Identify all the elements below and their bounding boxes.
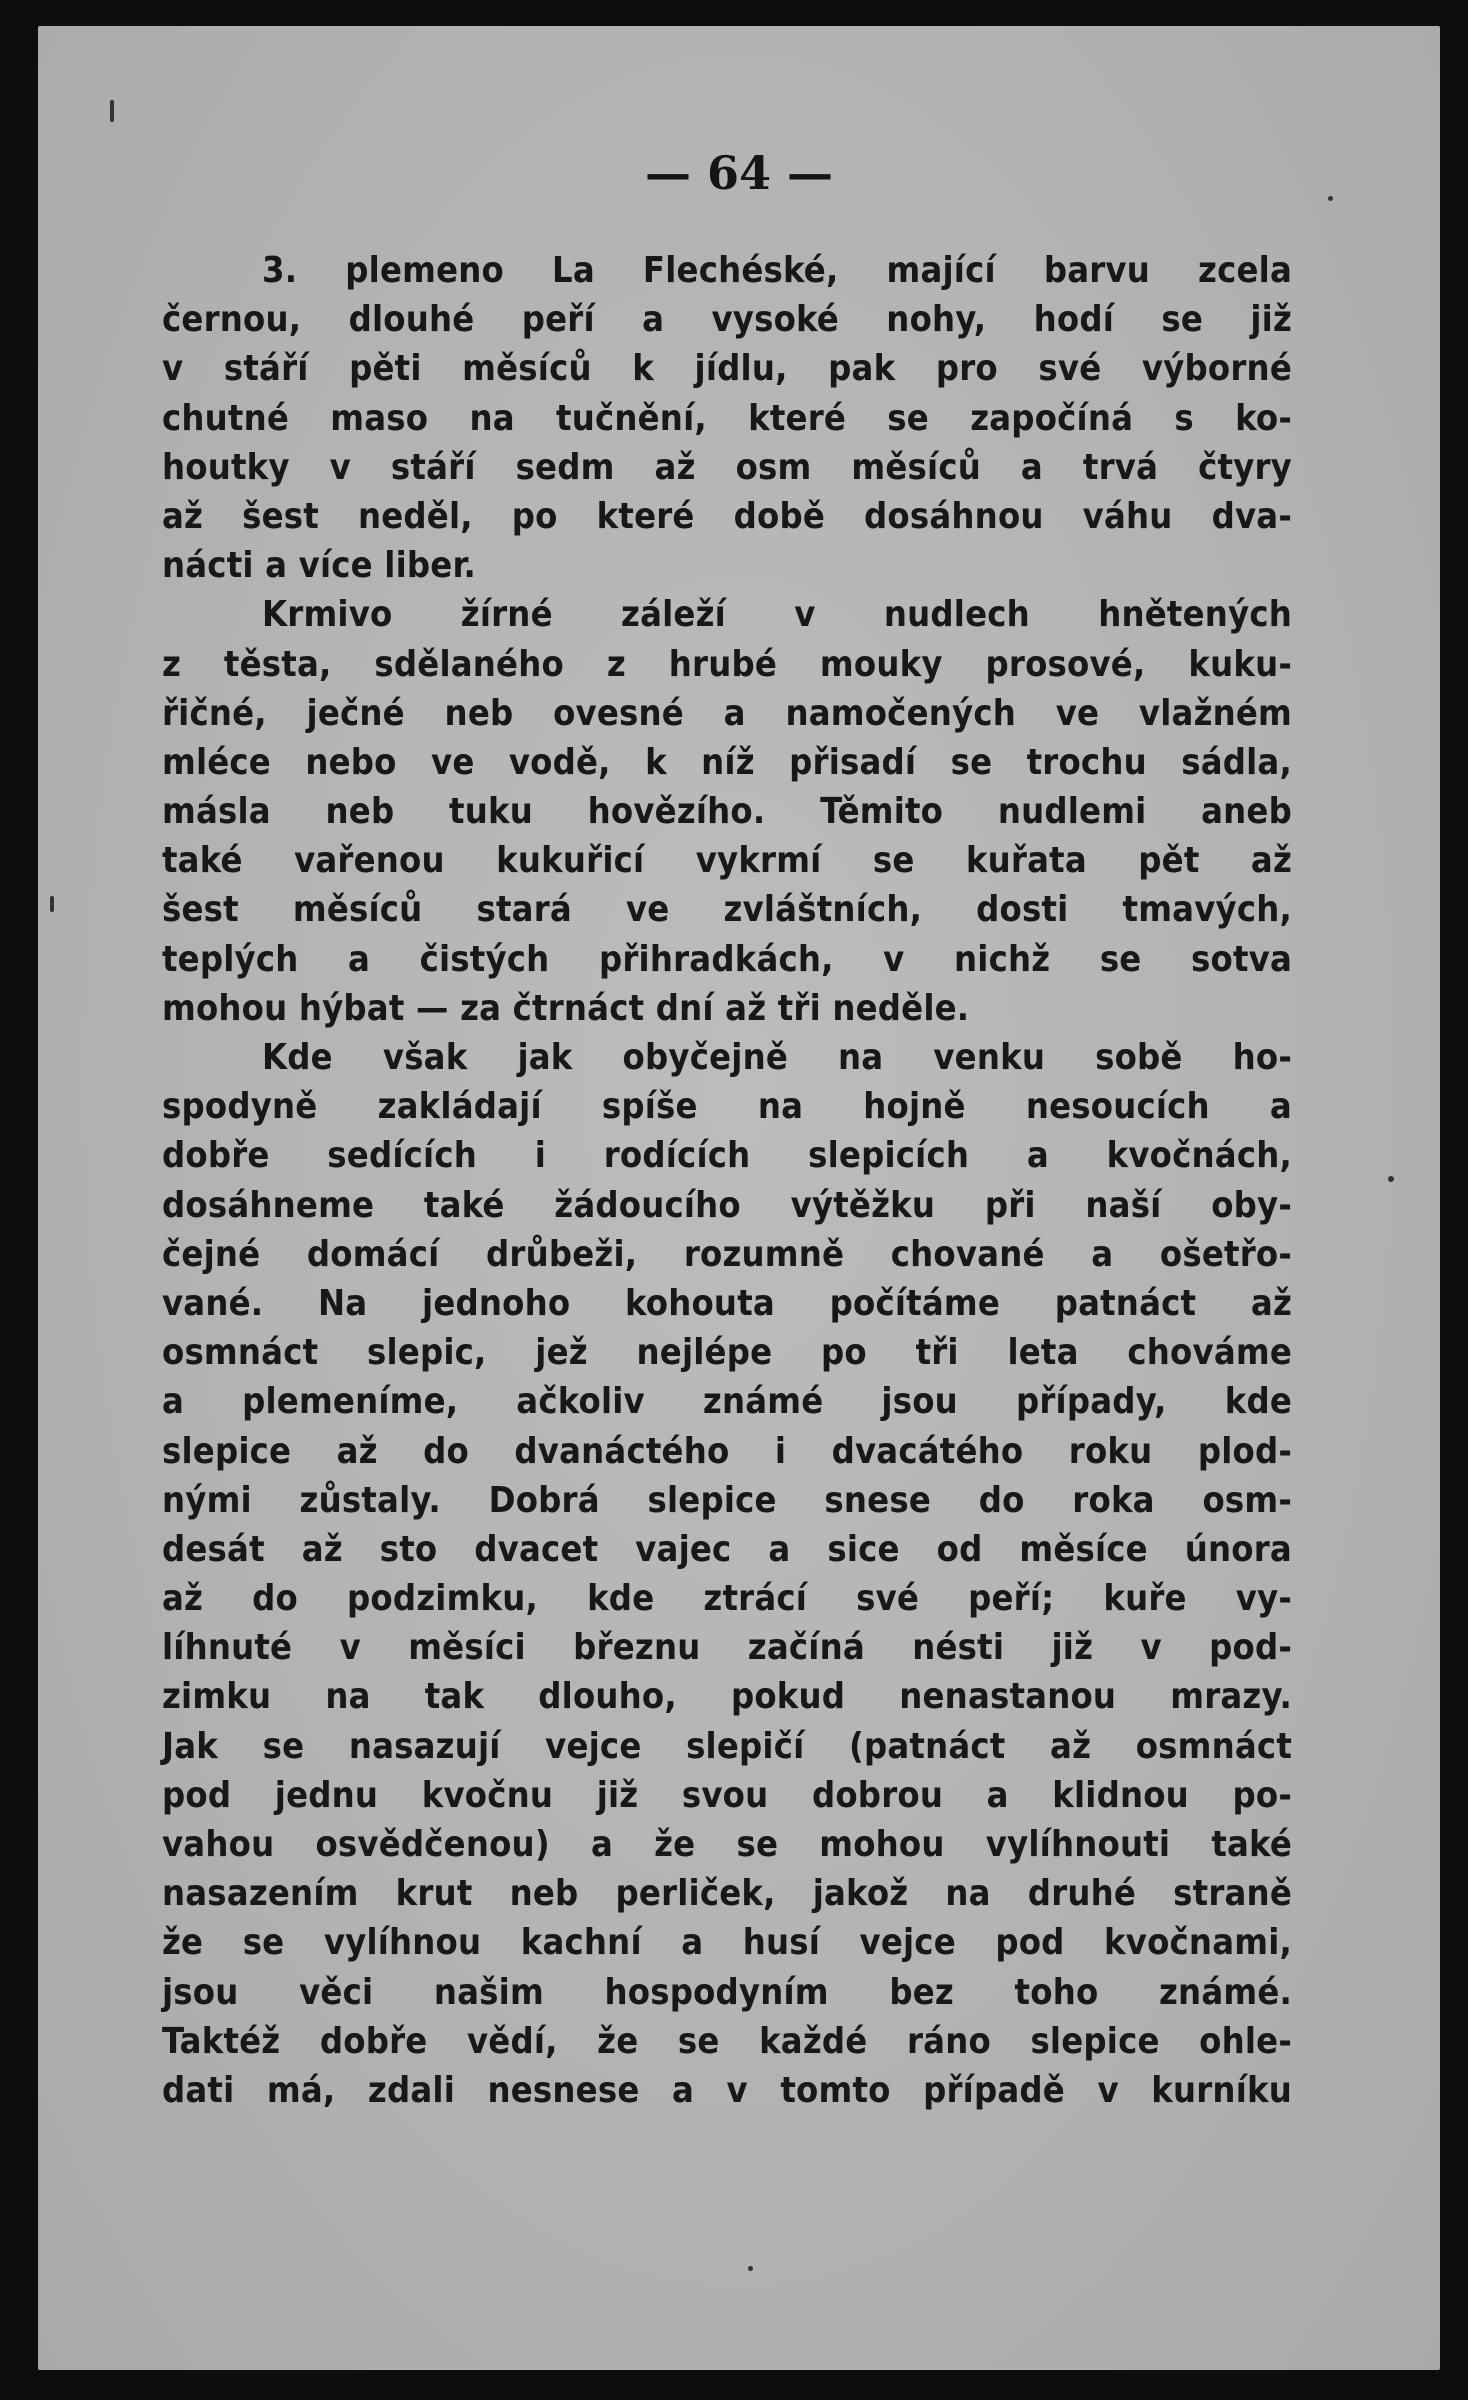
body-text xyxy=(162,246,1292,2115)
ink-speck xyxy=(1388,1176,1394,1182)
text-line: másla neb tuku hovězího. Těmito nudlemi aneb xyxy=(162,791,1292,833)
text-line: také vařenou kukuřicí vykrmí se kuřata pět až xyxy=(162,840,1292,882)
text-line: až do podzimku, kde ztrácí své peří; kuře vy- xyxy=(162,1578,1292,1620)
text-line: jsou věci našim hospodyním bez toho známé. xyxy=(162,1971,1292,2013)
text-line: mohou hýbat — za čtrnáct dní až tři neděle. xyxy=(162,987,970,1029)
text-line: vané. Na jednoho kohouta počítáme patnáct až xyxy=(162,1282,1292,1324)
ink-speck xyxy=(50,896,54,912)
text-line: a plemeníme, ačkoliv známé jsou případy, kde xyxy=(162,1381,1292,1423)
text-line: Taktéž dobře vědí, že se každé ráno slepice ohle- xyxy=(162,2020,1292,2062)
ink-speck xyxy=(110,100,114,122)
ink-speck xyxy=(748,2266,753,2271)
text-line: dosáhneme také žádoucího výtěžku při naší oby- xyxy=(162,1184,1292,1226)
text-line: dobře sedících i rodících slepicích a kvočnách, xyxy=(162,1135,1292,1177)
text-line: líhnuté v měsíci březnu začíná nésti již v pod- xyxy=(162,1627,1292,1669)
text-line: že se vylíhnou kachní a husí vejce pod kvočnami, xyxy=(162,1922,1292,1964)
text-line: nasazením krut neb perliček, jakož na druhé straně xyxy=(162,1873,1292,1915)
text-line: Kde však jak obyčejně na venku sobě ho- xyxy=(262,1037,1292,1078)
text-line: dati má, zdali nesnese a v tomto případě v kurníku xyxy=(162,2069,1292,2111)
text-line: chutné maso na tučnění, které se započíná s ko- xyxy=(162,397,1292,439)
text-line: zimku na tak dlouho, pokud nenastanou mrazy. xyxy=(162,1676,1292,1718)
text-line: nými zůstaly. Dobrá slepice snese do roka osm- xyxy=(162,1479,1292,1521)
text-line: z těsta, sdělaného z hrubé mouky prosové, kuku- xyxy=(162,643,1292,685)
page-number: — 64 — xyxy=(644,146,834,200)
text-line: v stáří pěti měsíců k jídlu, pak pro své výborné xyxy=(162,348,1292,390)
text-line: šest měsíců stará ve zvláštních, dosti tmavých, xyxy=(162,889,1292,931)
text-line: čejné domácí drůbeži, rozumně chované a ošetřo- xyxy=(162,1233,1292,1275)
text-line: řičné, ječné neb ovesné a namočených ve vlažném xyxy=(162,692,1292,734)
text-line: až šest neděl, po které době dosáhnou váhu dva- xyxy=(162,495,1292,537)
text-line: teplých a čistých přihradkách, v nichž se sotva xyxy=(162,938,1292,980)
scanned-page xyxy=(38,26,1440,2370)
text-line: pod jednu kvočnu již svou dobrou a klidnou po- xyxy=(162,1774,1292,1816)
text-line: mléce nebo ve vodě, k níž přisadí se trochu sádla, xyxy=(162,741,1292,783)
text-line: desát až sto dvacet vajec a sice od měsíce února xyxy=(162,1528,1292,1570)
text-line: spodyně zakládají spíše na hojně nesoucích a xyxy=(162,1086,1292,1128)
text-line: černou, dlouhé peří a vysoké nohy, hodí se již xyxy=(162,299,1292,341)
text-line: Krmivo žírné záleží v nudlech hnětených xyxy=(262,594,1292,636)
text-line: Jak se nasazují vejce slepičí (patnáct až osmnáct xyxy=(162,1725,1292,1767)
text-line: slepice až do dvanáctého i dvacátého roku plod- xyxy=(162,1430,1292,1472)
text-line: osmnáct slepic, jež nejlépe po tři leta chováme xyxy=(162,1332,1292,1374)
text-line: vahou osvědčenou) a že se mohou vylíhnouti také xyxy=(162,1824,1292,1865)
text-line: 3. plemeno La Flechéské, mající barvu zcela xyxy=(262,250,1292,291)
text-line: nácti a více liber. xyxy=(162,545,477,587)
text-line: houtky v stáří sedm až osm měsíců a trvá čtyry xyxy=(162,446,1292,488)
